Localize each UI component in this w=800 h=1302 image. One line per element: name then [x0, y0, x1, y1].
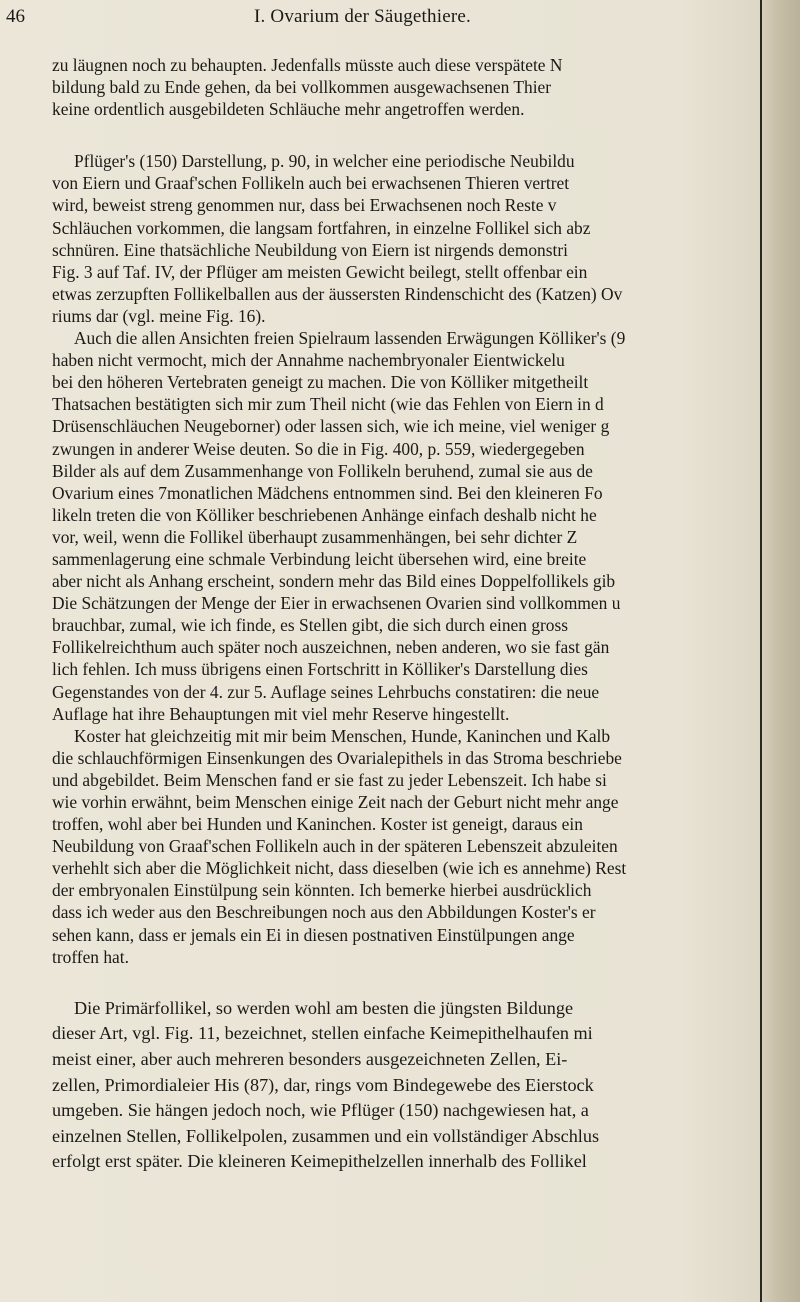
- text-line: likeln treten die von Kölliker beschriebenen Anhänge einfach deshalb nicht he: [52, 504, 597, 525]
- text-line: Thatsachen bestätigten sich mir zum Theil nicht (wie das Fehlen von Eiern in d: [52, 394, 604, 415]
- paragraph-primaerfollikel: [52, 996, 764, 1175]
- body-text: [52, 54, 764, 1175]
- text-line: bei den höheren Vertebraten geneigt zu machen. Die von Kölliker mitgetheilt: [52, 372, 589, 393]
- text-line: die schlauchförmigen Einsenkungen des Ovarialepithels in das Stroma beschriebe: [52, 747, 622, 768]
- text-line: aber nicht als Anhang erscheint, sondern mehr das Bild eines Doppelfollikels gib: [52, 571, 616, 592]
- text-line: Die Schätzungen der Menge der Eier in erwachsenen Ovarien sind vollkommen u: [52, 593, 621, 614]
- text-line: Die Primärfollikel, so werden wohl am besten die jüngsten Bildunge: [74, 997, 574, 1018]
- text-line: brauchbar, zumal, wie ich finde, es Stellen gibt, die sich durch einen gross: [52, 615, 569, 636]
- text-line: erfolgt erst später. Die kleineren Keimepithelzellen innerhalb des Follikel: [52, 1151, 587, 1172]
- text-line: von Eiern und Graaf'schen Follikeln auch bei erwachsenen Thieren vertret: [52, 173, 570, 194]
- text-line: der embryonalen Einstülpung sein könnten. Ich bemerke hierbei ausdrücklich: [52, 880, 592, 901]
- text-line: Ovarium eines 7monatlichen Mädchens entnommen sind. Bei den kleineren Fo: [52, 482, 603, 503]
- text-line: meist einer, aber auch mehreren besonders ausgezeichneten Zellen, Ei-: [52, 1048, 568, 1069]
- text-line: vor, weil, wenn die Follikel überhaupt zusammenhängen, bei sehr dichter Z: [52, 526, 578, 547]
- text-line: verhehlt sich aber die Möglichkeit nicht, dass dieselben (wie ich es annehme) Rest: [52, 858, 627, 879]
- text-line: Follikelreichthum auch später noch auszeichnen, neben anderen, wo sie fast gän: [52, 637, 610, 658]
- text-line: dieser Art, vgl. Fig. 11, bezeichnet, stellen einfache Keimepithelhaufen mi: [52, 1023, 593, 1044]
- text-line: umgeben. Sie hängen jedoch noch, wie Pflüger (150) nachgewiesen hat, a: [52, 1100, 589, 1121]
- page-header: [6, 6, 766, 38]
- text-line: bildung bald zu Ende gehen, da bei vollkommen ausgewachsenen Thier: [52, 77, 552, 98]
- running-title: I. Ovarium der Säugethiere.: [254, 6, 471, 27]
- text-line: Fig. 3 auf Taf. IV, der Pflüger am meisten Gewicht beilegt, stellt offenbar ein: [52, 261, 588, 282]
- text-line: keine ordentlich ausgebildeten Schläuche mehr angetroffen werden.: [52, 99, 525, 120]
- text-line: Schläuchen vorkommen, die langsam fortfahren, in einzelne Follikel sich abz: [52, 217, 591, 238]
- text-line: Koster hat gleichzeitig mit mir beim Menschen, Hunde, Kaninchen und Kalb: [74, 725, 611, 746]
- text-line: zellen, Primordialeier His (87), dar, rings vom Bindegewebe des Eierstock: [52, 1074, 594, 1095]
- text-line: wird, beweist streng genommen nur, dass bei Erwachsenen noch Reste v: [52, 195, 557, 216]
- text-line: zu läugnen noch zu behaupten. Jedenfalls müsste auch diese verspätete N: [52, 55, 563, 75]
- text-line: Pflüger's (150) Darstellung, p. 90, in welcher eine periodische Neubildu: [74, 151, 575, 172]
- text-line: haben nicht vermocht, mich der Annahme nachembryonaler Eientwickelu: [52, 350, 565, 371]
- text-line: Auch die allen Ansichten freien Spielraum lassenden Erwägungen Kölliker's (9: [74, 328, 626, 349]
- page-binding-edge: [760, 0, 800, 1302]
- text-line: zwungen in anderer Weise deuten. So die in Fig. 400, p. 559, wiedergegeben: [52, 438, 585, 459]
- text-line: lich fehlen. Ich muss übrigens einen Fortschritt in Kölliker's Darstellung dies: [52, 659, 588, 680]
- text-line: einzelnen Stellen, Follikelpolen, zusammen und ein vollständiger Abschlus: [52, 1125, 600, 1146]
- text-line: troffen hat.: [52, 946, 129, 967]
- text-line: und abgebildet. Beim Menschen fand er sie fast zu jeder Lebenszeit. Ich habe si: [52, 769, 607, 790]
- text-line: Drüsenschläuchen Neugeborner) oder lassen sich, wie ich meine, viel weniger g: [52, 416, 610, 437]
- paragraph-continuation: [52, 54, 764, 120]
- text-line: wie vorhin erwähnt, beim Menschen einige Zeit nach der Geburt nicht mehr ange: [52, 792, 619, 812]
- text-line: Neubildung von Graaf'schen Follikeln auch in der späteren Lebenszeit abzuleiten: [52, 836, 618, 857]
- text-line: Gegenstandes von der 4. zur 5. Auflage seines Lehrbuchs constatiren: die neue: [52, 681, 600, 702]
- text-line: schnüren. Eine thatsächliche Neubildung von Eiern ist nirgends demonstri: [52, 239, 568, 260]
- page-number: 46: [6, 6, 25, 27]
- text-line: Bilder als auf dem Zusammenhange von Follikeln beruhend, zumal sie aus de: [52, 460, 593, 481]
- text-line: etwas zerzupften Follikelballen aus der äussersten Rindenschicht des (Katzen) Ov: [52, 283, 623, 304]
- text-line: sammenlagerung eine schmale Verbindung leicht übersehen wird, eine breite: [52, 548, 587, 569]
- text-line: troffen, wohl aber bei Hunden und Kaninchen. Koster ist geneigt, daraus ein: [52, 814, 583, 835]
- text-line: Auflage hat ihre Behauptungen mit viel mehr Reserve hingestellt.: [52, 703, 510, 724]
- text-line: riums dar (vgl. meine Fig. 16).: [52, 305, 266, 326]
- paragraph-pflueger-kolliker-koster: [52, 150, 764, 967]
- text-line: dass ich weder aus den Beschreibungen noch aus den Abbildungen Koster's er: [52, 902, 596, 923]
- text-line: sehen kann, dass er jemals ein Ei in diesen postnativen Einstülpungen ange: [52, 924, 575, 945]
